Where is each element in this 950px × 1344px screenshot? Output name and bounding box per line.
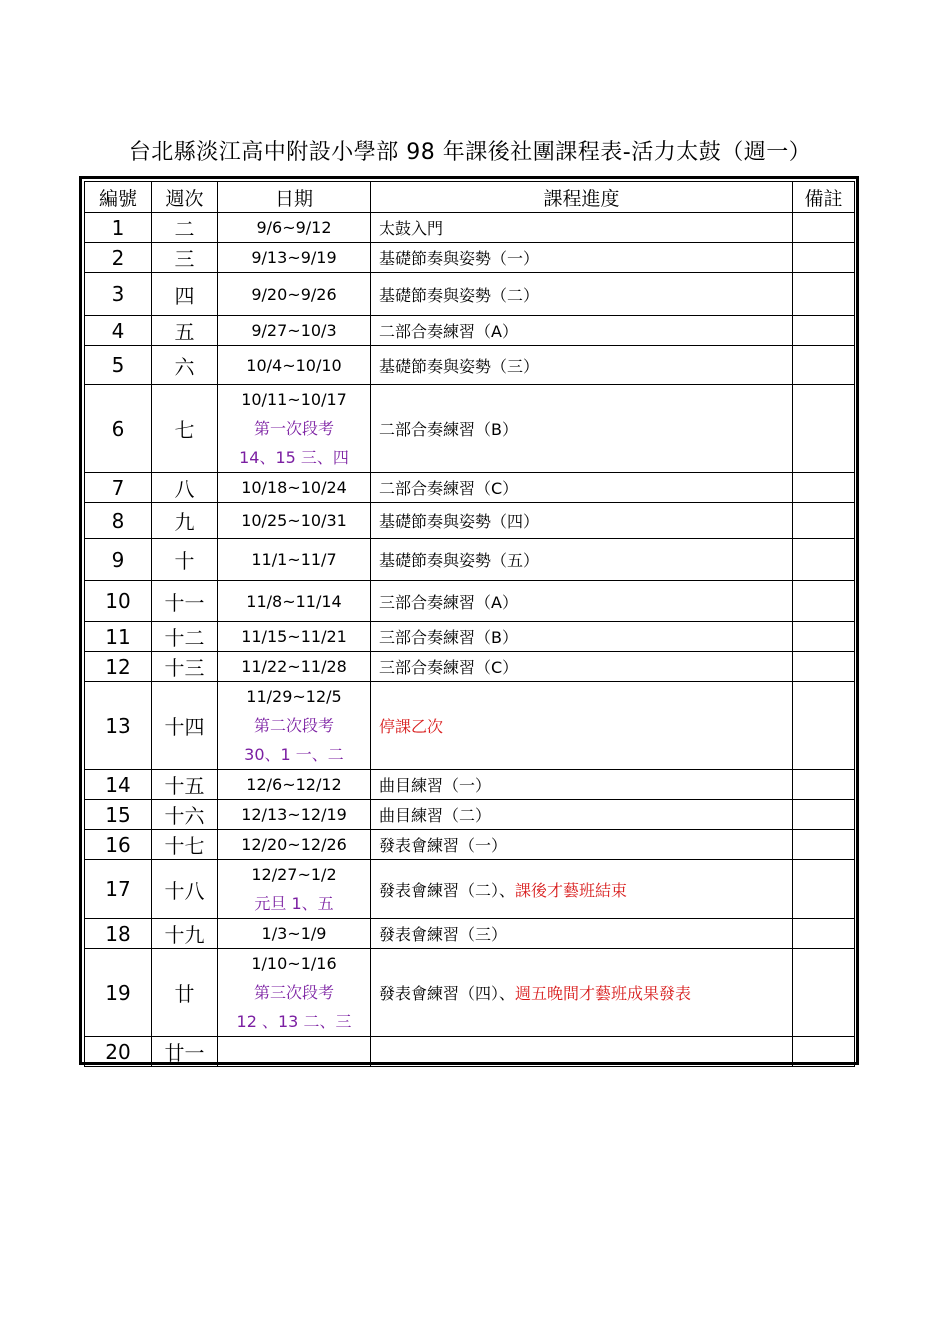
row-number: 13 <box>85 682 152 770</box>
row-date <box>218 652 371 682</box>
row-week: 七 <box>152 385 218 473</box>
date-range: 10/18~10/24 <box>241 478 347 497</box>
course-text: 三部合奏練習（B） <box>379 628 518 647</box>
course-text: 發表會練習（一） <box>379 836 508 855</box>
row-date <box>218 346 371 385</box>
row-number: 9 <box>85 539 152 581</box>
schedule-table-frame <box>79 176 859 1065</box>
course-text: 發表會練習（四）、 <box>379 984 516 1003</box>
row-remark <box>793 316 855 346</box>
course-alert: 週五晚間才藝班成果發表 <box>515 984 692 1003</box>
table-row <box>85 473 855 503</box>
row-remark <box>793 770 855 800</box>
row-remark <box>793 622 855 652</box>
row-course <box>371 770 793 800</box>
course-text: 曲目練習（二） <box>379 806 492 825</box>
row-date <box>218 1037 371 1067</box>
date-range: 9/20~9/26 <box>251 284 337 304</box>
row-number: 4 <box>85 316 152 346</box>
row-date <box>218 473 371 503</box>
row-number: 18 <box>85 919 152 949</box>
row-course <box>371 1037 793 1067</box>
row-week: 十七 <box>152 830 218 860</box>
row-remark <box>793 346 855 385</box>
row-number: 12 <box>85 652 152 682</box>
row-week: 九 <box>152 503 218 539</box>
course-text: 基礎節奏與姿勢（三） <box>379 356 540 376</box>
row-date <box>218 213 371 243</box>
table-row <box>85 919 855 949</box>
course-alert: 停課乙次 <box>379 717 444 736</box>
row-remark <box>793 581 855 622</box>
row-date <box>218 919 371 949</box>
row-course <box>371 316 793 346</box>
row-course <box>371 919 793 949</box>
schedule-rows <box>85 213 855 1067</box>
row-course <box>371 622 793 652</box>
row-week: 十三 <box>152 652 218 682</box>
date-note: 12 、13 二、三 <box>236 1012 352 1031</box>
row-remark <box>793 860 855 919</box>
row-week: 八 <box>152 473 218 503</box>
row-course <box>371 652 793 682</box>
row-week: 十一 <box>152 581 218 622</box>
row-number: 6 <box>85 385 152 473</box>
course-text: 基礎節奏與姿勢（一） <box>379 249 540 268</box>
date-range: 9/6~9/12 <box>256 218 332 237</box>
date-range: 10/11~10/17 <box>241 390 347 409</box>
row-number: 16 <box>85 830 152 860</box>
course-text: 三部合奏練習（A） <box>379 592 518 612</box>
row-course <box>371 860 793 919</box>
date-range: 11/1~11/7 <box>251 550 337 569</box>
row-date <box>218 503 371 539</box>
row-week: 十四 <box>152 682 218 770</box>
date-range: 11/29~12/5 <box>246 687 342 706</box>
row-date <box>218 581 371 622</box>
date-range: 11/8~11/14 <box>246 591 342 611</box>
row-date <box>218 385 371 473</box>
row-number: 17 <box>85 860 152 919</box>
row-week: 十九 <box>152 919 218 949</box>
row-week: 六 <box>152 346 218 385</box>
row-date <box>218 273 371 316</box>
date-note: 30、1 一、二 <box>244 745 344 764</box>
row-date <box>218 682 371 770</box>
row-remark <box>793 682 855 770</box>
header-remark: 備註 <box>793 182 855 213</box>
row-number: 20 <box>85 1037 152 1067</box>
row-week: 五 <box>152 316 218 346</box>
row-number: 3 <box>85 273 152 316</box>
row-week: 四 <box>152 273 218 316</box>
date-range: 1/10~1/16 <box>251 954 337 973</box>
date-range: 12/13~12/19 <box>241 805 347 824</box>
table-row <box>85 652 855 682</box>
row-course <box>371 385 793 473</box>
course-text: 基礎節奏與姿勢（二） <box>379 285 540 305</box>
row-remark <box>793 1037 855 1067</box>
course-text: 二部合奏練習（A） <box>379 322 518 341</box>
row-date <box>218 949 371 1037</box>
row-course <box>371 503 793 539</box>
header-num: 編號 <box>85 182 152 213</box>
row-date <box>218 316 371 346</box>
row-date <box>218 830 371 860</box>
table-row <box>85 860 855 919</box>
row-course <box>371 581 793 622</box>
date-note: 14、15 三、四 <box>239 448 349 467</box>
course-text: 二部合奏練習（B） <box>379 420 518 439</box>
row-week: 十八 <box>152 860 218 919</box>
row-number: 14 <box>85 770 152 800</box>
table-row <box>85 682 855 770</box>
page-title: 台北縣淡江高中附設小學部 98 年課後社團課程表-活力太鼓（週一） <box>128 140 812 165</box>
row-week: 廿一 <box>152 1037 218 1067</box>
date-note: 第一次段考 <box>253 419 334 438</box>
row-course <box>371 949 793 1037</box>
table-row <box>85 581 855 622</box>
date-range: 11/15~11/21 <box>241 627 347 646</box>
row-date <box>218 770 371 800</box>
row-number: 7 <box>85 473 152 503</box>
course-text: 曲目練習（一） <box>379 776 492 795</box>
date-range: 12/20~12/26 <box>241 835 347 854</box>
row-remark <box>793 243 855 273</box>
table-row <box>85 770 855 800</box>
row-remark <box>793 473 855 503</box>
row-week: 十五 <box>152 770 218 800</box>
table-row <box>85 800 855 830</box>
row-number: 2 <box>85 243 152 273</box>
row-week: 十二 <box>152 622 218 652</box>
header-week: 週次 <box>152 182 218 213</box>
row-course <box>371 243 793 273</box>
row-remark <box>793 800 855 830</box>
course-text: 太鼓入門 <box>379 219 444 238</box>
date-range: 10/25~10/31 <box>241 511 347 530</box>
course-alert: 課後才藝班結束 <box>515 880 628 900</box>
row-number: 19 <box>85 949 152 1037</box>
row-course <box>371 346 793 385</box>
table-row <box>85 316 855 346</box>
row-course <box>371 213 793 243</box>
row-course <box>371 830 793 860</box>
row-date <box>218 539 371 581</box>
row-week: 十 <box>152 539 218 581</box>
table-row <box>85 830 855 860</box>
row-remark <box>793 503 855 539</box>
row-number: 10 <box>85 581 152 622</box>
course-text: 發表會練習（二）、 <box>379 880 516 900</box>
table-row <box>85 346 855 385</box>
row-remark <box>793 539 855 581</box>
row-number: 5 <box>85 346 152 385</box>
row-remark <box>793 949 855 1037</box>
row-week: 三 <box>152 243 218 273</box>
table-row <box>85 273 855 316</box>
row-course <box>371 273 793 316</box>
date-range: 1/3~1/9 <box>261 924 327 943</box>
row-course <box>371 800 793 830</box>
course-text: 基礎節奏與姿勢（四） <box>379 512 540 531</box>
row-date <box>218 860 371 919</box>
row-week: 二 <box>152 213 218 243</box>
table-row <box>85 622 855 652</box>
table-row <box>85 385 855 473</box>
schedule-table <box>84 181 855 1067</box>
header-course: 課程進度 <box>371 182 793 213</box>
row-number: 8 <box>85 503 152 539</box>
row-date <box>218 243 371 273</box>
table-row <box>85 503 855 539</box>
date-note: 第三次段考 <box>253 983 334 1002</box>
table-row <box>85 1037 855 1067</box>
row-remark <box>793 830 855 860</box>
row-number: 15 <box>85 800 152 830</box>
row-course <box>371 539 793 581</box>
table-row <box>85 539 855 581</box>
row-week: 十六 <box>152 800 218 830</box>
date-range: 10/4~10/10 <box>246 355 342 375</box>
table-row <box>85 213 855 243</box>
row-course <box>371 682 793 770</box>
date-note: 元旦 1、五 <box>254 894 334 913</box>
row-remark <box>793 919 855 949</box>
date-note: 第二次段考 <box>253 716 334 735</box>
course-text: 基礎節奏與姿勢（五） <box>379 551 540 570</box>
row-date <box>218 800 371 830</box>
date-range: 12/6~12/12 <box>246 775 342 794</box>
table-row <box>85 949 855 1037</box>
row-number: 11 <box>85 622 152 652</box>
row-course <box>371 473 793 503</box>
row-date <box>218 622 371 652</box>
row-week: 廿 <box>152 949 218 1037</box>
row-number: 1 <box>85 213 152 243</box>
date-range: 9/13~9/19 <box>251 248 337 267</box>
date-range: 9/27~10/3 <box>251 321 337 340</box>
date-range: 12/27~1/2 <box>251 865 337 884</box>
row-remark <box>793 652 855 682</box>
table-row <box>85 243 855 273</box>
course-text: 三部合奏練習（C） <box>379 658 519 677</box>
header-date: 日期 <box>218 182 371 213</box>
course-text: 發表會練習（三） <box>379 925 508 944</box>
row-remark <box>793 385 855 473</box>
date-range: 11/22~11/28 <box>241 657 347 676</box>
row-remark <box>793 273 855 316</box>
row-remark <box>793 213 855 243</box>
course-text: 二部合奏練習（C） <box>379 479 519 498</box>
header-row <box>85 182 855 213</box>
